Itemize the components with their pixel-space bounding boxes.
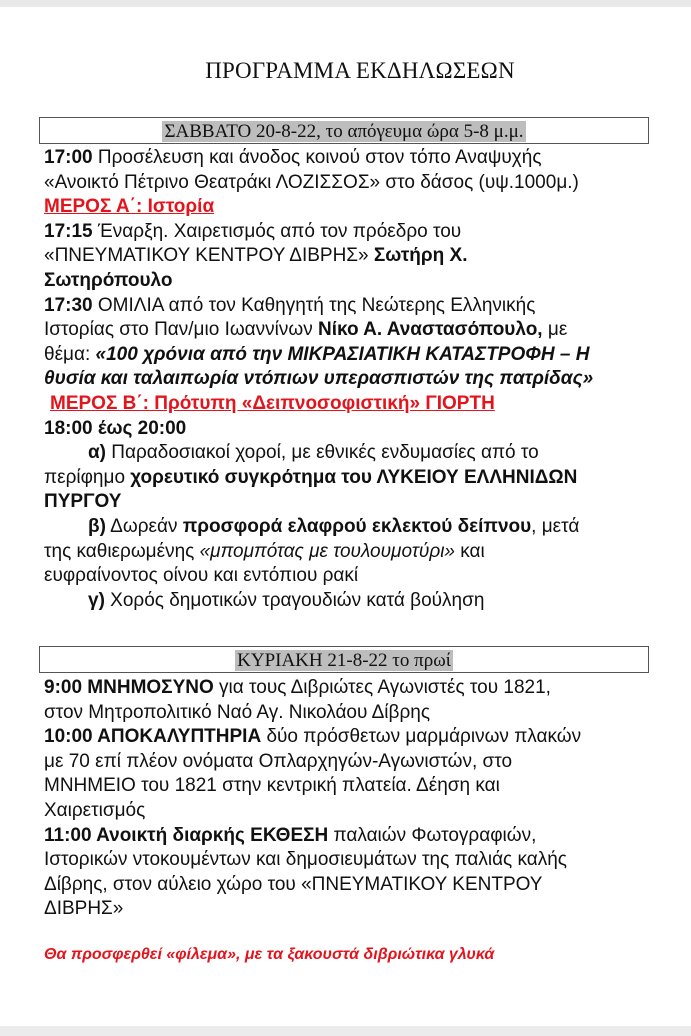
program-line <box>44 897 684 922</box>
exhibition-title: 11:00 Ανοικτή διαρκής ΕΚΘΕΣΗ <box>44 824 329 846</box>
program-text: και <box>455 540 485 562</box>
program-text: Χαιρετισμός <box>44 799 146 821</box>
program-text: Δίβρης, στον αύλειο χώρο του «ΠΝΕΥΜΑΤΙΚΟΥ ΚΕΝΤΡΟΥ <box>44 873 543 895</box>
unveiling-title: 10:00 ΑΠΟΚΑΛΥΠΤΗΡΙΑ <box>44 726 262 748</box>
program-line <box>44 564 684 589</box>
program-text: δύο πρόσθετων μαρμάρινων πλακών <box>261 726 582 748</box>
dinner-offer: προσφορά ελαφρού εκλεκτού δείπνου <box>182 515 532 537</box>
program-text: παλαιών Φωτογραφιών, <box>328 824 537 846</box>
program-line <box>44 171 684 196</box>
program-line <box>44 774 684 799</box>
program-line <box>44 441 684 466</box>
program-text: Παραδοσιακοί χοροί, με εθνικές ενδυμασίες από το <box>106 442 539 464</box>
program-text: Χορός δημοτικών τραγουδιών κατά βούληση <box>104 589 485 611</box>
time-label: 18:00 έως 20:00 <box>44 417 187 439</box>
program-text: «Ανοικτό Πέτρινο Θεατράκι ΛΟΖΙΣΣΟΣ» στο δάσος (υψ.1000μ.) <box>44 171 579 193</box>
program-line <box>44 540 684 565</box>
president-name: Σωτηρόπουλο <box>44 269 173 291</box>
footer-note: Θα προσφερθεί «φίλεμα», με τα ξακουστά διβριώτικα γλυκά <box>44 946 495 963</box>
program-line <box>44 873 684 898</box>
program-line <box>44 490 684 515</box>
part-b-title: ΜΕΡΟΣ Β΄: Πρότυπη «Δειπνοσοφιστική» ΓΙΟΡΤΗ <box>50 392 495 414</box>
dance-group: ΠΥΡΓΟΥ <box>44 491 122 513</box>
program-line <box>44 676 684 701</box>
program-line <box>44 589 684 614</box>
program-line <box>44 343 684 368</box>
program-line <box>44 367 684 392</box>
bobota-dish: «μπομπότας με τουλουμοτύρι» <box>199 540 455 562</box>
program-text: Προσέλευση και άνοδος κοινού στον τόπο Αναψυχής <box>92 147 542 168</box>
program-text: περίφημο <box>44 466 131 488</box>
program-text: με <box>542 319 568 341</box>
sunday-program <box>44 676 684 922</box>
program-line <box>44 466 684 491</box>
sunday-header: ΚΥΡΙΑΚΗ 21-8-22 το πρωί <box>237 650 451 671</box>
program-text: ΜΝΗΜΕΙΟ του 1821 στην κεντρική πλατεία. Δέηση και <box>44 775 500 797</box>
program-text: στον Μητροπολιτικό Ναό Αγ. Νικολάου Δίβρης <box>44 701 430 723</box>
program-text: με 70 επί πλέον ονόματα Οπλαρχηγών-Αγωνιστών, στο <box>44 750 513 772</box>
president-name: Σωτήρη Χ. <box>373 245 468 267</box>
memorial-title: 9:00 ΜΝΗΜΟΣΥΝΟ <box>44 677 214 698</box>
part-a-heading <box>44 195 684 220</box>
saturday-header: ΣΑΒΒΑΤΟ 20-8-22, το απόγευμα ώρα 5-8 μ.μ. <box>164 121 524 142</box>
program-line <box>44 146 684 171</box>
program-text: Ιστορίας στο Παν/μιο Ιωαννίνων <box>44 319 318 341</box>
item-label: γ) <box>88 589 105 611</box>
part-a-title: ΜΕΡΟΣ Α΄: Ιστορία <box>44 196 215 218</box>
time-label: 17:15 <box>44 220 93 242</box>
speech-topic: «100 χρόνια από την ΜΙΚΡΑΣΙΑΤΙΚΗ ΚΑΤΑΣΤΡΟΦΗ – Η <box>95 343 590 365</box>
saturday-header-box <box>39 117 649 144</box>
program-text: θέμα: <box>44 343 96 365</box>
dance-group: χορευτικό συγκρότημα του ΛΥΚΕΙΟΥ ΕΛΛΗΝΙΔΩΝ <box>130 466 578 488</box>
program-line <box>44 750 684 775</box>
saturday-program <box>44 146 684 613</box>
program-line <box>44 725 684 750</box>
part-b-heading <box>44 392 684 417</box>
program-text: «ΠΝΕΥΜΑΤΙΚΟΥ ΚΕΝΤΡΟΥ ΔΙΒΡΗΣ» <box>44 245 374 267</box>
program-text: για τους Διβριώτες Αγωνιστές του 1821, <box>213 677 551 698</box>
program-line <box>44 269 684 294</box>
program-line <box>44 848 684 873</box>
program-line <box>44 824 684 849</box>
program-text: Έναρξη. Χαιρετισμός από τον πρόεδρο του <box>92 220 462 242</box>
page-bottom-edge <box>0 1026 691 1036</box>
speaker-name: Νίκο Α. Αναστασόπουλο, <box>318 319 543 341</box>
program-line <box>44 294 684 319</box>
program-line <box>44 515 684 540</box>
program-text: Ιστορικών ντοκουμέντων και δημοσιευμάτων της παλιάς καλής <box>44 849 567 871</box>
item-label: α) <box>88 442 107 464</box>
program-text: Δωρεάν <box>105 515 183 537</box>
program-text: ΔΙΒΡΗΣ» <box>44 898 124 920</box>
program-text: ΟΜΙΛΙΑ από τον Καθηγητή της Νεώτερης Ελληνικής <box>92 294 536 316</box>
page-top-edge <box>0 0 691 7</box>
program-line <box>44 701 684 726</box>
item-label: β) <box>88 515 106 537</box>
program-line <box>44 799 684 824</box>
program-line <box>44 220 684 245</box>
time-label: 17:00 <box>44 147 93 168</box>
time-label: 17:30 <box>44 294 93 316</box>
program-text: ευφραίνοντος οίνου και εντόπιου ρακί <box>44 565 359 587</box>
page-title: ΠΡΟΓΡΑΜΜΑ ΕΚΔΗΛΩΣΕΩΝ <box>205 58 515 83</box>
program-line <box>44 318 684 343</box>
program-text: της καθιερωμένης <box>44 540 200 562</box>
program-line <box>44 244 684 269</box>
speech-topic: θυσία και ταλαιπωρία ντόπιων υπερασπιστών της πατρίδας» <box>44 368 594 390</box>
program-line <box>44 417 684 442</box>
program-text: , μετά <box>531 515 580 537</box>
sunday-header-box <box>39 646 649 673</box>
